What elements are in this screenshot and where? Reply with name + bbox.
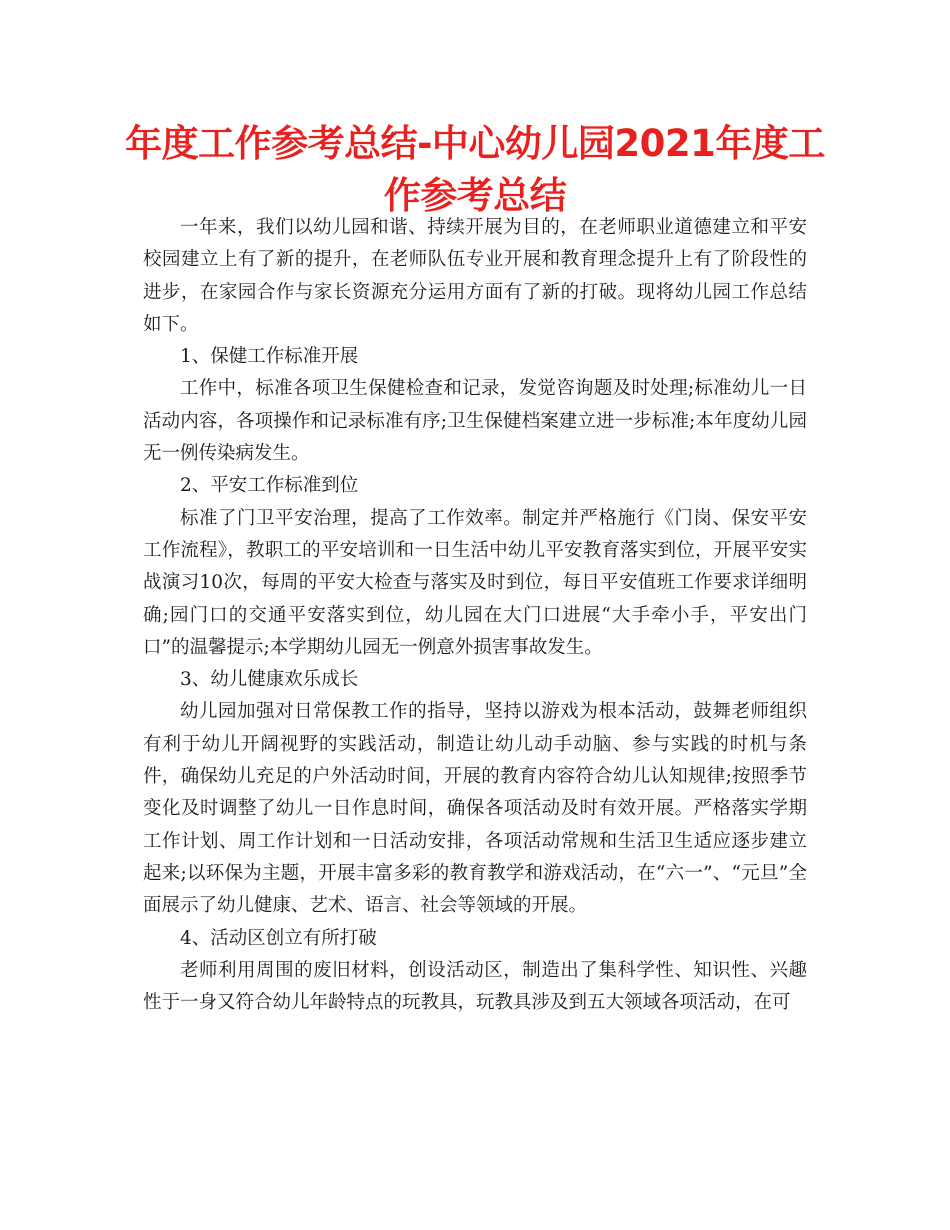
section-heading-2: 2、平安工作标准到位 <box>180 475 359 497</box>
intro-paragraph: 一年来，我们以幼儿园和谐、持续开展为目的，在老师职业道德建立和平安校园建立上有了新的提升，在老师队伍专业开展和教育理念提升上有了阶段性的进步，在家园合作与家长资源充分运用方面有了新的打破。现将幼儿园工作总结如下。 <box>143 217 807 335</box>
section-paragraph-2: 标准了门卫平安治理，提高了工作效率。制定并严格施行《门岗、保安平安工作流程》，教职工的平安培训和一日生活中幼儿平安教育落实到位，开展平安实战演习10次，每周的平安大检查与落实及时到位，每日平安值班工作要求详细明确;园门口的交通平安落实到位，幼儿园在大门口进展“大手牵小手，平安出门口”的温馨提示;本学期幼儿园无一例意外损害事故发生。 <box>143 507 807 658</box>
section-heading-4: 4、活动区创立有所打破 <box>180 927 377 949</box>
section-paragraph-4: 老师利用周围的废旧材料，创设活动区，制造出了集科学性、知识性、兴趣性于一身又符合幼儿年龄特点的玩教具，玩教具涉及到五大领域各项活动，在可 <box>143 959 807 1014</box>
section-paragraph-1: 工作中，标准各项卫生保健检查和记录，发觉咨询题及时处理;标准幼儿一日活动内容，各项操作和记录标准有序;卫生保健档案建立进一步标准;本年度幼儿园无一例传染病发生。 <box>143 378 807 465</box>
section-heading-1: 1、保健工作标准开展 <box>180 346 359 368</box>
document-body <box>143 212 807 1019</box>
section-heading-3: 3、幼儿健康欢乐成长 <box>180 669 359 691</box>
section-paragraph-3: 幼儿园加强对日常保教工作的指导，坚持以游戏为根本活动，鼓舞老师组织有利于幼儿开阔视野的实践活动，制造让幼儿动手动脑、参与实践的时机与条件，确保幼儿充足的户外活动时间，开展的教育内容符合幼儿认知规律;按照季节变化及时调整了幼儿一日作息时间，确保各项活动及时有效开展。严格落实学期工作计划、周工作计划和一日活动安排，各项活动常规和生活卫生适应逐步建立起来;以环保为主题，开展丰富多彩的教育教学和游戏活动，在“六一”、“元旦”全面展示了幼儿健康、艺术、语言、社会等领域的开展。 <box>143 701 807 917</box>
document-title: 年度工作参考总结-中心幼儿园2021年度工作参考总结 <box>125 122 825 217</box>
